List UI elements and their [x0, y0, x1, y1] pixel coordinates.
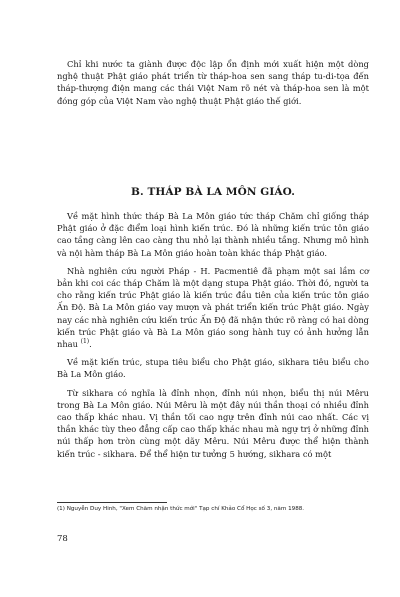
paragraph-2: Nhà nghiên cứu người Pháp - H. Pacmentiê đã phạm một sai lầm cơ bản khi coi các tháp Chăm là một dạng stupa Phật giáo. Thời đó, người ta cho rằng kiến trúc Phật giáo là kiến trúc đầu tiên của kiến trúc tôn giáo Ấn Độ. Bà La Môn giáo vay mượn và phát triển kiến trúc Phật giáo. Ngày nay các nhà nghiên cứu kiến trúc Ấn Độ đã nhận thức rõ ràng có hai dòng kiến trúc Phật giáo và Bà La Môn giáo song hành tuy có ảnh hưởng lẫn nhau $^{(1)}$.: [57, 265, 369, 350]
paragraph-3: Về mặt kiến trúc, stupa tiêu biểu cho Phật giáo, sikhara tiêu biểu cho Bà La Môn giáo.: [57, 357, 369, 380]
page-number: 78: [57, 534, 68, 544]
body-text: [57, 210, 369, 460]
section-heading: B. THÁP BÀ LA MÔN GIÁO.: [130, 186, 295, 198]
footnote-rule: [57, 502, 167, 503]
footnote-marker: (1): [80, 338, 90, 346]
paragraph-1: Về mặt hình thức tháp Bà La Môn giáo tức tháp Chăm chỉ giống tháp Phật giáo ở đặc điểm loại hình kiến trúc. Đó là những kiến trúc tôn giáo cao tầng càng lên cao càng thu nhỏ lại thành nhiều tầng. Nhưng mô hình và nội hàm tháp Bà La Môn giáo hoàn toàn khác tháp Phật giáo.: [57, 211, 369, 258]
footnote: (1) Nguyễn Duy Hinh, "Xem Chăm nhận thức mới" Tạp chí Khảo Cổ Học số 3, năm 1988.: [57, 506, 305, 512]
intro-paragraph: Chỉ khi nước ta giành được độc lập ổn định mới xuất hiện một dòng nghệ thuật Phật giáo phát triển từ tháp-hoa sen sang tháp tu-di-tọa đến tháp-thượng điện mang các thái Việt Nam rõ nét và tháp-hoa sen là một đóng góp của Việt Nam vào nghệ thuật Phật giáo thế giới.: [57, 59, 369, 106]
paragraph-4: Từ sikhara có nghĩa là đỉnh nhọn, đỉnh núi nhọn, biểu thị núi Mêru trong Bà La Môn giáo. Núi Mêru là một đây núi thần thoại có nhiều đỉnh cao thấp khác nhau. Vị thần tối cao ngự trên đỉnh núi cao nhất. Các vị thần khác tùy theo đẳng cấp cao thấp khác nhau mà ngự trị ở những đỉnh núi thấp hơn tròn cùng một dãy Mêru. Núi Mêru được thể hiện thành kiến trúc - sikhara. Để thể hiện tư tưởng 5 hướng, sikhara có một: [57, 387, 369, 459]
paragraph-2-text: Nhà nghiên cứu người Pháp - H. Pacmentiê đã phạm một sai lầm cơ bản khi coi các tháp Chăm là một dạng stupa Phật giáo. Thời đó, người ta cho rằng kiến trúc Phật giáo là kiến trúc đầu tiên của kiến trúc tôn giáo Ấn Độ. Bà La Môn giáo vay mượn và phát triển kiến trúc Phật giáo. Ngày nay các nhà nghiên cứu kiến trúc Ấn Độ đã nhận thức rõ ràng có hai dòng kiến trúc Phật giáo và Bà La Môn giáo song hành tuy có ảnh hưởng lẫn nhau: [57, 265, 369, 350]
